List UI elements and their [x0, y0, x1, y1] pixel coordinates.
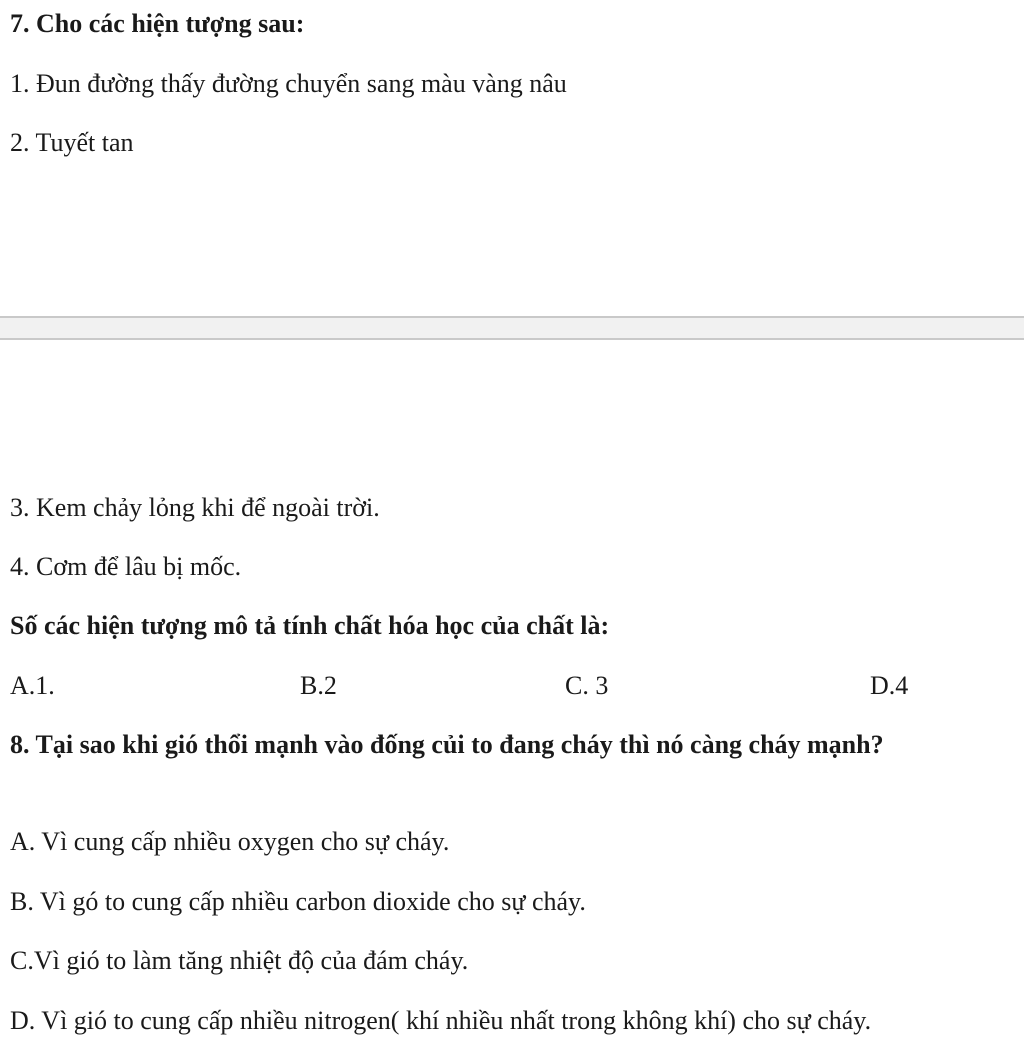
question-7-title: 7. Cho các hiện tượng sau: [10, 9, 305, 38]
phenomenon-item: 4. Cơm để lâu bị mốc. [10, 552, 242, 581]
question-8-title: 8. Tại sao khi gió thổi mạnh vào đống củi to đang cháy thì nó càng cháy mạnh? [10, 730, 884, 759]
phenomenon-item: 1. Đun đường thấy đường chuyển sang màu vàng nâu [10, 69, 567, 98]
choice-a: A.1. [10, 671, 55, 700]
answer-option-a: A. Vì cung cấp nhiều oxygen cho sự cháy. [10, 827, 450, 856]
choice-d: D.4 [870, 671, 909, 700]
choice-c: C. 3 [565, 671, 609, 700]
answer-option-c: C.Vì gió to làm tăng nhiệt độ của đám cháy. [10, 946, 469, 975]
phenomenon-item: 3. Kem chảy lỏng khi để ngoài trời. [10, 493, 380, 522]
phenomenon-item: 2. Tuyết tan [10, 128, 134, 157]
answer-option-d: D. Vì gió to cung cấp nhiều nitrogen( khí nhiều nhất trong không khí) cho sự cháy. [10, 1006, 872, 1035]
question-7-choices [0, 670, 1024, 702]
choice-b: B.2 [300, 671, 337, 700]
answer-option-b: B. Vì gó to cung cấp nhiều carbon dioxide cho sự cháy. [10, 887, 586, 916]
page-break-divider [0, 316, 1024, 340]
question-7-prompt: Số các hiện tượng mô tả tính chất hóa học của chất là: [10, 611, 610, 640]
